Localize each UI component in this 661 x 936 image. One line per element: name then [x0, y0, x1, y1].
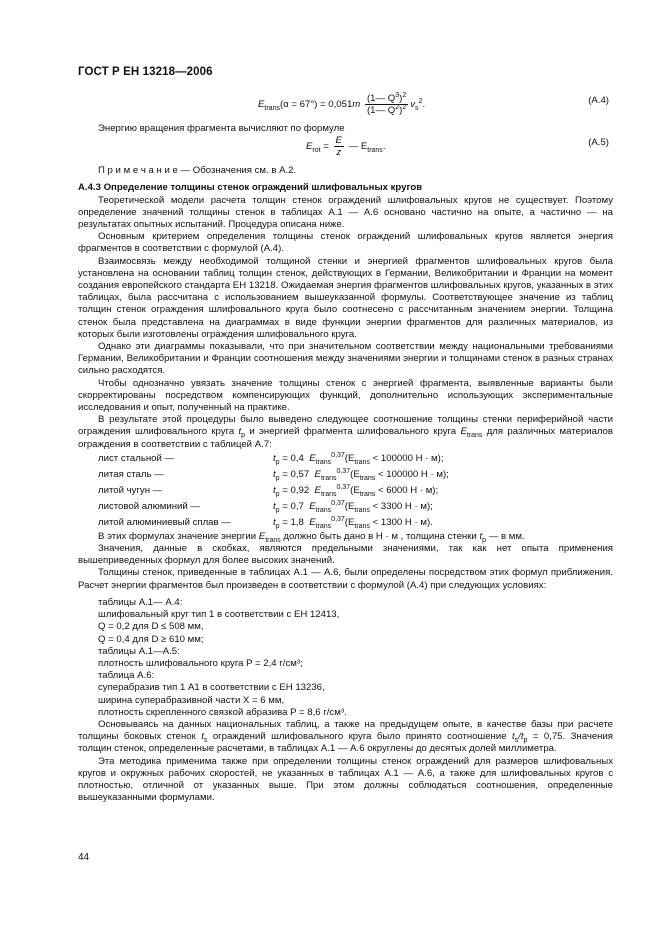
equation-a4: $E_{trans}(\alpha = 67^\circ) = 0,051m$ $\frac{(1— Q^3)^2}{(1— Q^2)^2}$ $v_s^2$. (A.4): [258, 91, 609, 116]
page-body: [78, 93, 613, 804]
paragraph: Чтобы однозначно увязать значение толщины стенок с энергией фрагмента, выявленные варианты были скорректированы посредством компенсирующих функций, дополнительно использующих экспериментальные исследования и опыт, полученный на практике.: [78, 377, 613, 414]
list-item: таблицы А.1—А.5:: [98, 645, 180, 657]
equation-a5: $E_{rot}$ = $\frac{E}{z}$ — $E_{trans}$. (A.5): [306, 135, 609, 159]
paragraph: Основным критерием определения толщины стенок ограждений шлифовальных кругов является энергия фрагментов в соответствии с формулой (А.4).: [78, 231, 613, 255]
section-title: A.4.3 Определение толщины стенок ограждений шлифовальных кругов: [78, 182, 423, 194]
paragraph: Однако эти диаграммы показывали, что при значительном соответствии между национальными требованиями Германии, Великобритании и Франции соотношения между значениями энергии и толщинами стенок в разных странах сильно расходятся.: [78, 341, 613, 377]
paragraph-method: Эта методика применима также при определении толщины стенок ограждений для размеров шлифовальных кругов и окружных рабочих скоростей, не указанных в таблицах А.1 — А.6, а также для шлифовальных кругов с плотностью, отличной от указанных выше. При этом должны соблюдаться соотношения, определенные вышеуказанными формулами.: [78, 755, 613, 804]
formula-row: литой чугун — $t_p = 0,92$ $E_{trans}^{0,37}(E_{trans} < 6000$ Н · м);: [98, 483, 439, 498]
list-item: Q = 0,4 для D ≥ 610 мм;: [98, 633, 204, 645]
list-item: плотность шлифовального круга P = 2,4 г/см³;: [98, 657, 303, 669]
list-item: таблица А.6:: [98, 670, 155, 682]
paragraph: Взаимосвязь между необходимой толщиной стенки и энергией фрагментов шлифовальных кругов была установлена на основании таблиц толщин стенок, действующих в Германии, Великобритании и Франции на момент создания европейского стандарта ЕН 13218. Ожидаемая энергия фрагментов шлифовальных кругов, указанных в этих таблицах, была рассчитана с использованием вышеуказанной формулы. Соответствующее значение из таблиц толщин стенок ограждения шлифовального круга было соотнесено с рассчитанным значением энергии. Толщина стенок была представлена на диаграммах в виде функции энергии фрагментов для различных материалов, из которых были изготовлены ограждения шлифовального круга.: [78, 255, 613, 340]
list-item: шлифовальный круг тип 1 в соответствии с ЕН 12413,: [98, 609, 340, 621]
page-number: 44: [78, 852, 90, 863]
paragraph-units: В этих формулах значение энергии $E_{trans}$ должно быть дано в Н · м , толщина стенки $t_p$ — в мм.: [98, 530, 525, 544]
list-item: Q = 0,2 для D ≤ 508 мм,: [98, 621, 204, 633]
conditions-list: [78, 597, 613, 719]
document-header: ГОСТ Р ЕН 13218—2006: [78, 66, 213, 78]
paragraph-rotation: Энергию вращения фрагмента вычисляют по формуле: [98, 123, 345, 134]
list-item: ширина суперабразивной части X = 6 мм,: [98, 694, 285, 706]
formula-row: лист стальной — $t_p = 0,4$ $E_{trans}^{0,37}(E_{trans} < 100000$ Н · м);: [98, 451, 444, 466]
list-item: таблицы А.1— А.4:: [98, 596, 183, 608]
paragraph-result: В результате этой процедуры было выведено следующее соотношение толщины стенки периферийной части ограждения шлифовального круга $t_p$ и энергией фрагмента шлифовального круга $E_{trans}$ для различных материалов ограждения в соответствии с таблицей А.7:: [78, 414, 613, 450]
note: П р и м е ч а н и е — Обозначения см. в А.2.: [98, 165, 297, 177]
paragraph: Теоретической модели расчета толщин стенок ограждений шлифовальных кругов не существует. Поэтому определение значений толщины стенок в таблицах А.1 — А.6 основано частично на опыте, а частично — на результатах опытных испытаний. Процедура описана ниже.: [78, 194, 613, 231]
equation-number-a4: (A.4): [588, 95, 609, 106]
formula-row: литой алюминиевый сплав — $t_p = 1,8$ $E_{trans}^{0,37}(E_{trans} < 1300$ Н · м).: [98, 515, 433, 530]
list-item: плотность скрепленного связкой абразива P = 8,6 г/см³.: [98, 706, 347, 718]
paragraph-basis: Основываясь на данных национальных таблиц, а также на предыдущем опыте, в качестве базы при расчете толщины боковых стенок $t_s$ ограждений шлифовального круга было принято соотношение $t_s/t_p = 0,75$. Значения толщин стенок, определенные расчетами, в таблицах А.1 — А.6 округлены до десятых долей миллиметра.: [78, 718, 614, 755]
formula-list: [78, 451, 613, 531]
list-item: суперабразив тип 1 А1 в соответствии с ЕН 13236,: [98, 682, 325, 694]
paragraph-tables: Толщины стенок, приведенные в таблицах А.1 — А.6, были определены посредством этих формул приближения. Расчет энергии фрагментов был произведен в соответствии с формулой (А.4) при следующих условиях:: [78, 567, 613, 591]
paragraph-values: Значения, данные в скобках, являются предельными значениями, так как нет опыта применения вышеприведенных формул для более высоких значений.: [78, 543, 613, 567]
formula-row: литая сталь — $t_p = 0,57$ $E_{trans}^{0,37}(E_{trans} < 100000$ Н · м);: [98, 467, 449, 482]
equation-number-a5: (A.5): [588, 137, 609, 149]
formula-row: листовой алюминий — $t_p = 0,7$ $E_{trans}^{0,37}(E_{trans} < 3300$ Н · м);: [98, 499, 433, 514]
